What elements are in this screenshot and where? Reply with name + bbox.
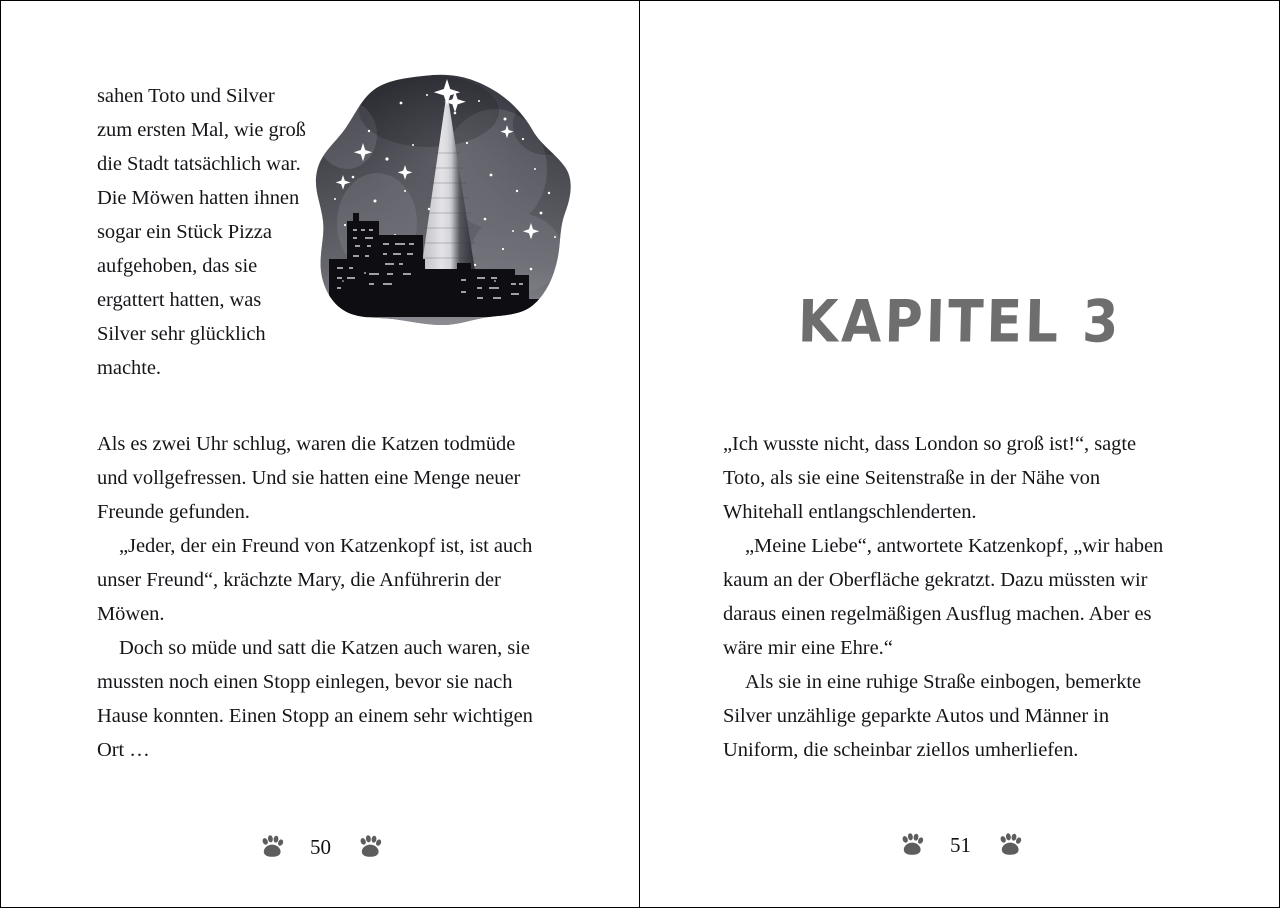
paragraph-right-2: „Meine Liebe“, antwortete Katzenkopf, „wir haben kaum an der Oberfläche gekratzt. Dazu müssten wir daraus einen regelmäßigen Ausflug machen. Aber es wäre mir eine Ehre.“ [723,535,1164,659]
paragraph-right-1: „Ich wusste nicht, dass London so groß ist!“, sagte Toto, als sie eine Seitenstraße in der Nähe von Whitehall entlangschlenderten. [723,433,1137,523]
paw-print-icon [258,833,286,861]
page-number-right: 51 [950,832,971,857]
page-number-left: 50 [310,834,331,859]
paragraph-right-3: Als sie in eine ruhige Straße einbogen, bemerkte Silver unzählige geparkte Autos und Männer in Uniform, die scheinbar ziellos umherliefen. [723,671,1142,761]
paw-print-icon [996,831,1024,859]
left-page-footer [1,829,640,865]
london-skyline-illustration [309,73,581,349]
paragraph-continuation: sahen Toto und Silver zum ersten Mal, wie groß die Stadt tatsächlich war. Die Möwen hatten ihnen sogar ein Stück Pizza aufgehoben, das sie ergattert hatten, was Silver sehr glücklich machte. [97,85,306,379]
right-page-footer [640,827,1280,863]
paw-print-icon [356,833,384,861]
paragraph-left-3: „Jeder, der ein Freund von Katzenkopf ist, ist auch unser Freund“, krächzte Mary, die Anführerin der Möwen. [97,535,533,625]
paw-print-icon [898,831,926,859]
paragraph-left-2: Als es zwei Uhr schlug, waren die Katzen todmüde und vollgefressen. Und sie hatten eine Menge neuer Freunde gefunden. [97,433,521,523]
paragraph-left-4: Doch so müde und satt die Katzen auch waren, sie mussten noch einen Stopp einlegen, bevor sie nach Hause konnten. Einen Stopp an einem sehr wichtigen Ort … [97,637,533,761]
left-page [1,1,640,908]
chapter-heading: KAPITEL 3 [797,289,1123,357]
